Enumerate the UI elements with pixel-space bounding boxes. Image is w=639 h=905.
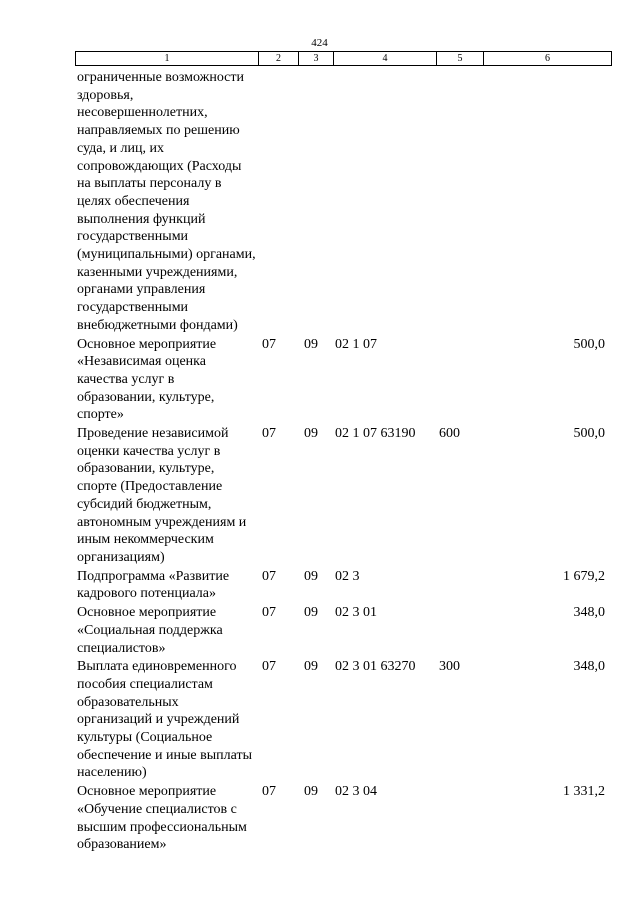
table-row (75, 425, 611, 568)
row-expense-type (436, 568, 483, 604)
row-subsection: 09 (304, 605, 318, 621)
row-name: Проведение независимой оценки качества услуг в образовании, культуре, спорте (Предоставление субсидий бюджетным, автономным учреждениям и иным некоммерческим организациям) (77, 426, 247, 565)
row-section: 07 (262, 784, 276, 800)
row-target-code: 02 1 07 (335, 336, 377, 352)
column-header-row (76, 52, 612, 66)
row-subsection (298, 69, 333, 336)
row-name: ограниченные возможности здоровья, несовершеннолетних, направляемых по решению суда, и лиц, их сопровождающих (Расходы на выплаты персоналу в целях обеспечения выполнения функций государственными (муниципальными) органами, казенными учреждениями, органами управления государственными внебюджетными фондами) (77, 70, 256, 333)
budget-table (75, 69, 611, 855)
column-header-4: 4 (334, 52, 437, 66)
row-expense-type (436, 69, 483, 336)
row-subsection: 09 (304, 568, 318, 584)
table-row (75, 336, 611, 426)
column-header-5: 5 (437, 52, 484, 66)
row-expense-type (436, 604, 483, 658)
column-header-3: 3 (299, 52, 334, 66)
table-row (75, 658, 611, 783)
row-expense-type: 600 (439, 426, 460, 442)
row-expense-type (436, 336, 483, 426)
table-row (75, 568, 611, 604)
row-section: 07 (262, 659, 276, 675)
row-subsection: 09 (304, 426, 318, 442)
column-header-table (75, 51, 612, 66)
row-expense-type: 300 (439, 659, 460, 675)
row-amount: 500,0 (573, 426, 605, 442)
row-amount: 1 679,2 (563, 568, 605, 584)
row-section (258, 69, 298, 336)
row-expense-type (436, 783, 483, 855)
row-target-code: 02 3 (335, 568, 360, 584)
row-amount: 500,0 (573, 336, 605, 352)
table-row (75, 604, 611, 658)
table-row (75, 783, 611, 855)
row-section: 07 (262, 336, 276, 352)
row-section: 07 (262, 568, 276, 584)
row-target-code: 02 1 07 63190 (335, 426, 416, 442)
row-target-code: 02 3 01 63270 (335, 659, 416, 675)
row-target-code: 02 3 04 (335, 784, 377, 800)
row-amount: 348,0 (573, 605, 605, 621)
column-header-6: 6 (484, 52, 612, 66)
row-name: Подпрограмма «Развитие кадрового потенциала» (77, 568, 230, 602)
row-target-code (333, 69, 436, 336)
row-subsection: 09 (304, 784, 318, 800)
row-amount: 348,0 (573, 659, 605, 675)
row-section: 07 (262, 605, 276, 621)
row-name: Основное мероприятие «Социальная поддержка специалистов» (77, 605, 223, 656)
row-name: Выплата единовременного пособия специалистам образовательных организаций и учреждений культуры (Социальное обеспечение и иные выплаты населению) (77, 659, 252, 781)
table-row (75, 69, 611, 336)
column-header-1: 1 (76, 52, 259, 66)
row-amount (483, 69, 611, 336)
row-subsection: 09 (304, 659, 318, 675)
page-number: 424 (311, 37, 328, 49)
row-target-code: 02 3 01 (335, 605, 377, 621)
row-amount: 1 331,2 (563, 784, 605, 800)
row-subsection: 09 (304, 336, 318, 352)
row-section: 07 (262, 426, 276, 442)
column-header-2: 2 (259, 52, 299, 66)
row-name: Основное мероприятие «Обучение специалистов с высшим профессиональным образованием» (77, 784, 247, 853)
row-name: Основное мероприятие «Независимая оценка качества услуг в образовании, культуре, спорте» (77, 336, 217, 423)
